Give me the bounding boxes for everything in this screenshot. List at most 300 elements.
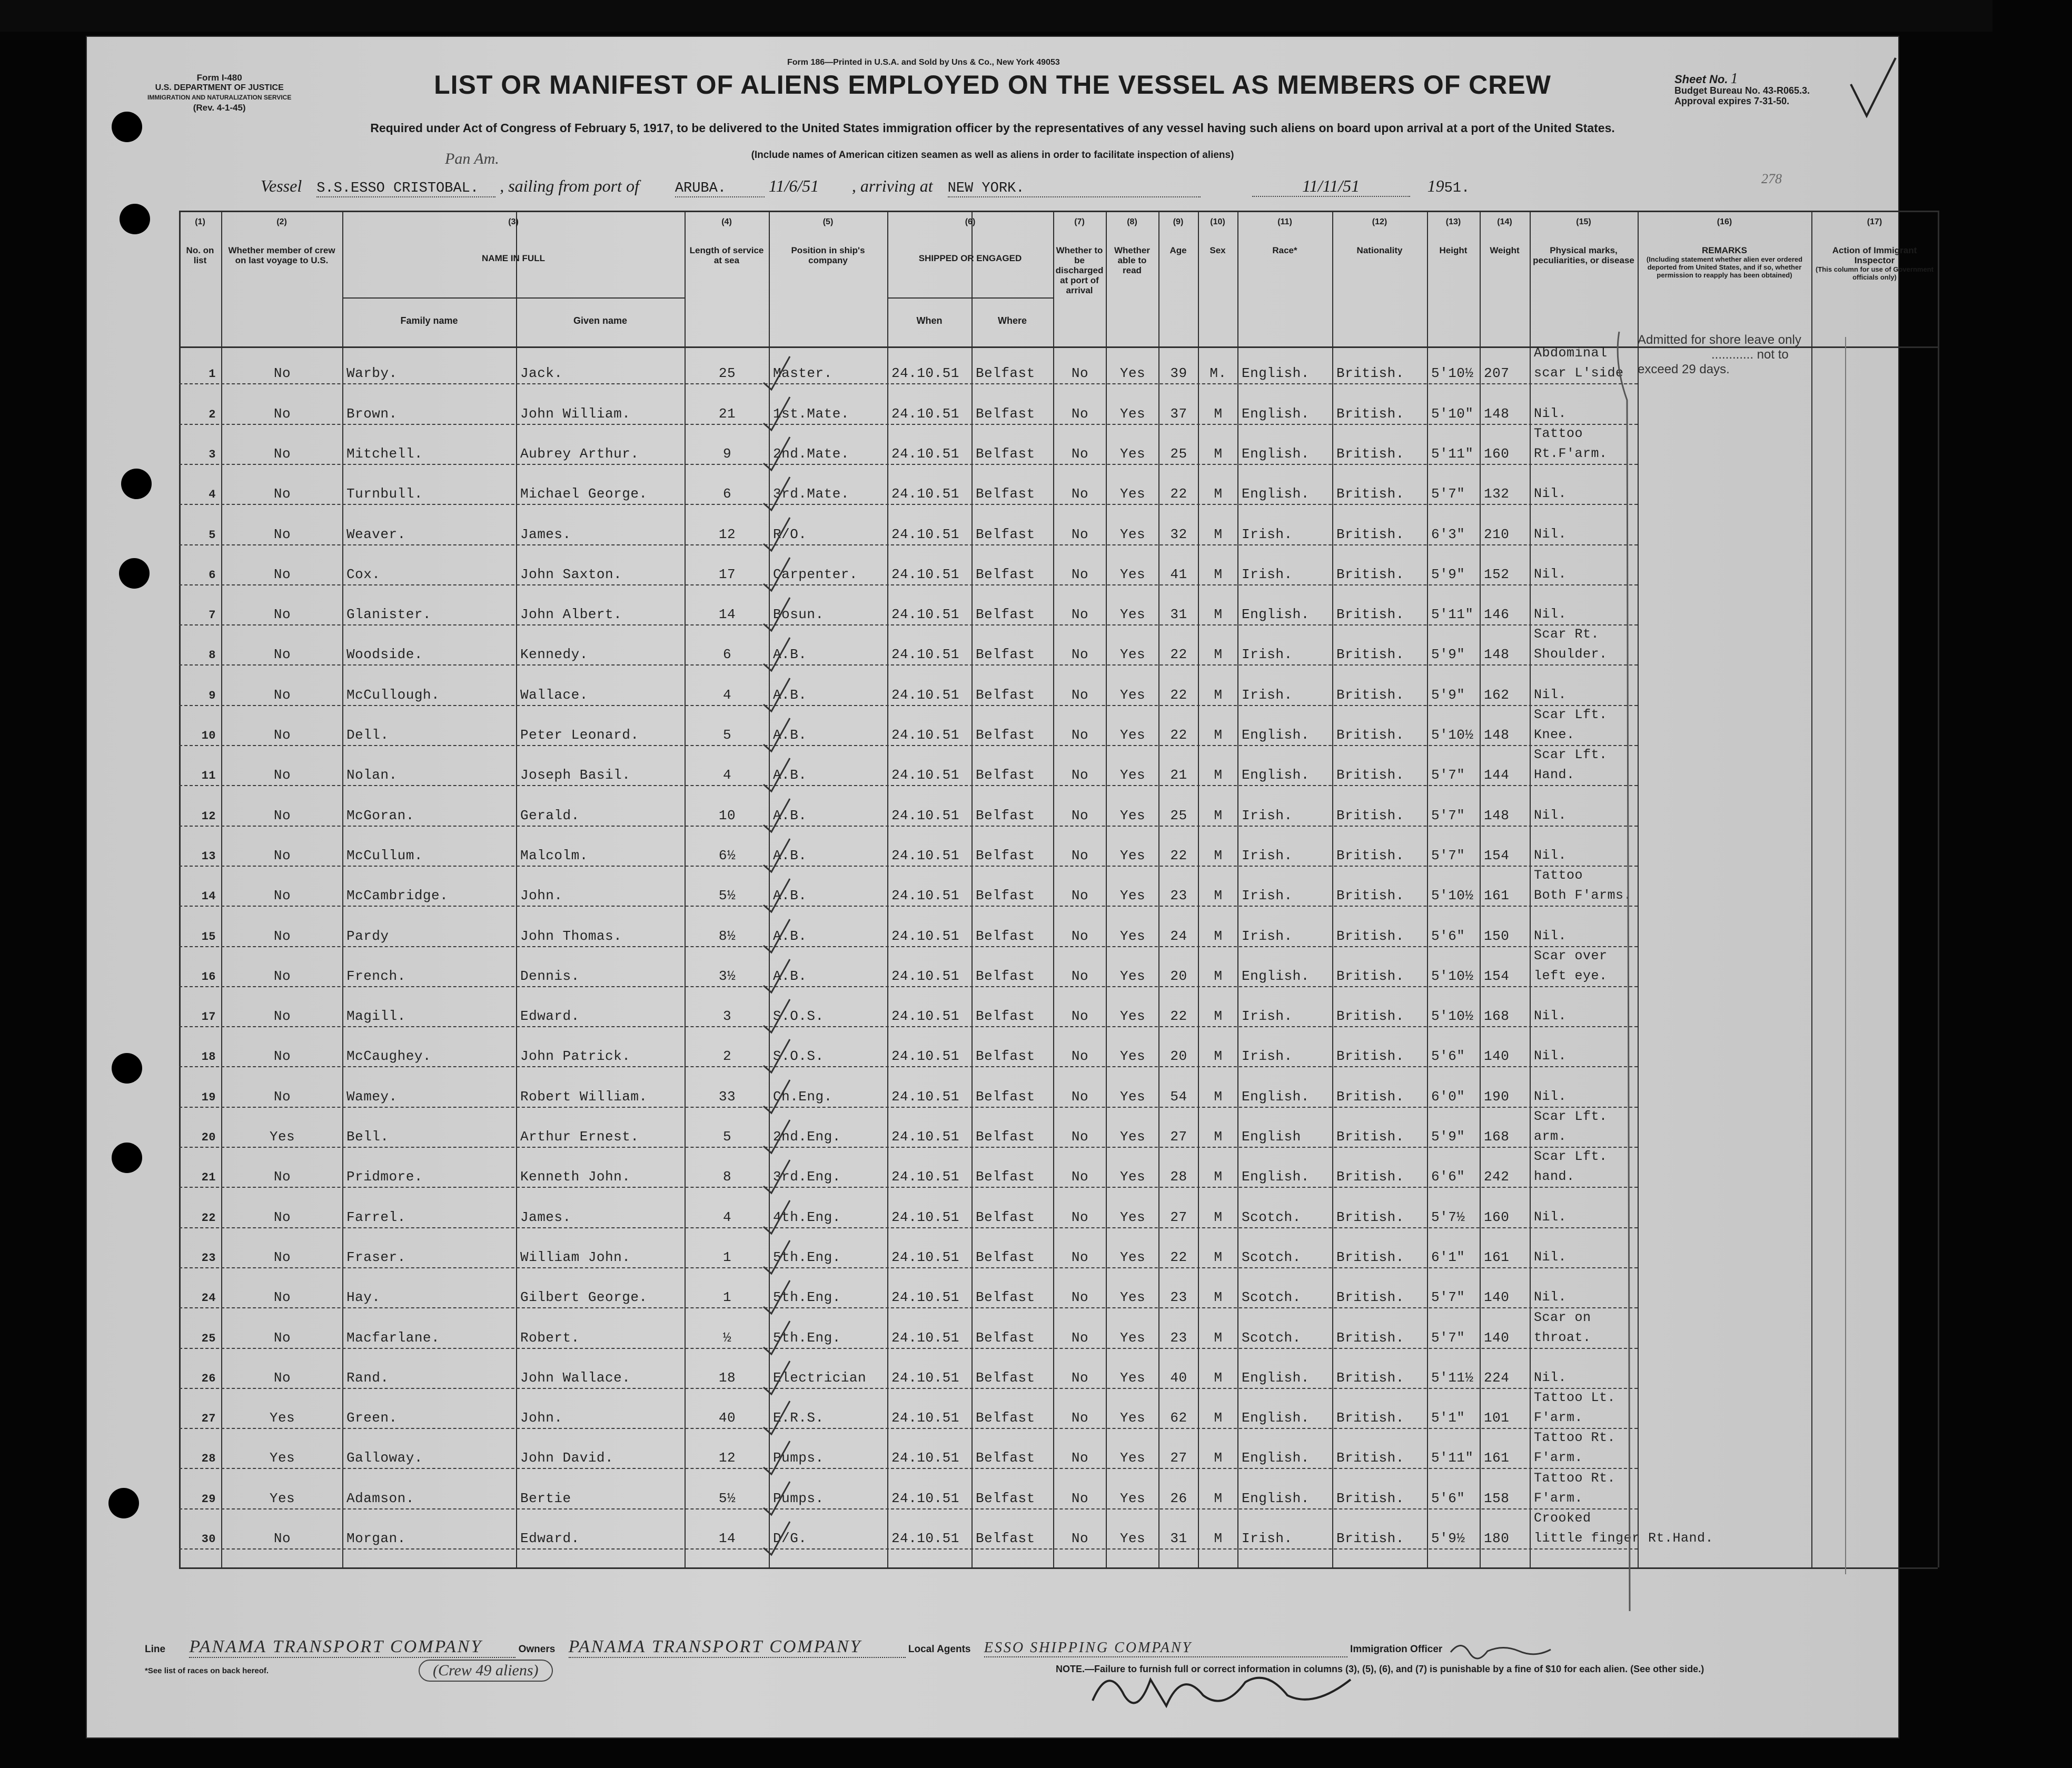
cell-age: 24 — [1170, 928, 1187, 944]
cell-position: Carpenter. — [773, 566, 858, 582]
cell-physical-marks: Hand. — [1534, 767, 1575, 783]
cell-sex: M — [1214, 1129, 1223, 1145]
cell-family: Nolan. — [346, 767, 398, 783]
cell-weight: 161 — [1484, 888, 1510, 904]
cell-service: 14 — [718, 1531, 736, 1546]
cell-prev: No — [273, 365, 291, 382]
cell-when: 24.10.51 — [891, 687, 959, 703]
cell-given: John David. — [520, 1450, 614, 1466]
cell-position: 3rd.Eng. — [773, 1169, 841, 1185]
cell-weight: 148 — [1484, 405, 1510, 422]
cell-physical-marks: Scar on — [1534, 1309, 1591, 1325]
cell-service: 33 — [718, 1088, 736, 1105]
cell-age: 20 — [1170, 1048, 1187, 1065]
row-number: 4 — [209, 488, 216, 502]
cell-when: 24.10.51 — [891, 1008, 959, 1025]
cell-where: Belfast — [976, 928, 1035, 944]
cell-nat: British. — [1336, 1329, 1404, 1346]
cell-sex: M — [1214, 486, 1223, 502]
column-header-c15 — [1532, 217, 1635, 265]
cell-sex: M — [1214, 647, 1223, 663]
row-rule — [179, 1107, 1638, 1108]
cell-race: English. — [1242, 1410, 1310, 1426]
column-divider — [342, 211, 343, 1567]
cell-where: Belfast — [976, 365, 1035, 382]
row-rule — [179, 424, 1638, 425]
cell-height: 5'1" — [1431, 1410, 1465, 1426]
cell-physical-marks: little finger Rt.Hand. — [1534, 1531, 1714, 1546]
crew-count-note: (Crew 49 aliens) — [419, 1660, 553, 1682]
cell-race: Scotch. — [1242, 1329, 1301, 1346]
cell-disch: No — [1071, 566, 1089, 582]
cell-sex: M — [1214, 807, 1223, 823]
cell-nat: British. — [1336, 1450, 1404, 1466]
cell-sex: M — [1214, 1169, 1223, 1185]
cell-read: Yes — [1119, 1410, 1146, 1426]
cell-height: 5'11" — [1431, 445, 1474, 462]
tick-mark-icon — [761, 1438, 792, 1467]
cell-age: 25 — [1170, 807, 1187, 823]
officer-signature-icon — [1445, 1636, 1561, 1663]
cell-physical-marks: Shoulder. — [1534, 647, 1608, 662]
column-label: Physical marks, peculiarities, or disease — [1533, 245, 1634, 265]
tick-mark-icon — [761, 1157, 792, 1186]
cell-physical-marks: Nil. — [1534, 1088, 1567, 1104]
cell-race: Irish. — [1242, 687, 1293, 703]
cell-prev: Yes — [269, 1490, 295, 1506]
cell-height: 6'6" — [1431, 1169, 1465, 1185]
column-header-c1 — [181, 217, 219, 265]
cell-race: Irish. — [1242, 1008, 1293, 1025]
cell-given: John Saxton. — [520, 566, 622, 582]
row-rule — [179, 544, 1638, 546]
column-sublabel: (This column for use of Government officials only) — [1816, 265, 1934, 281]
cell-read: Yes — [1119, 566, 1146, 582]
cell-weight: 148 — [1484, 647, 1510, 663]
cell-where: Belfast — [976, 807, 1035, 823]
tick-mark-icon — [761, 917, 792, 946]
cell-sex: M — [1214, 1209, 1223, 1225]
cell-race: Scotch. — [1242, 1249, 1301, 1265]
officer-label: Immigration Officer — [1350, 1644, 1443, 1655]
cell-read: Yes — [1119, 526, 1146, 542]
column-sublabel: (Including statement whether alien ever ordered deported from United States, and if so, whether permission to reapply has been obtained) — [1646, 255, 1803, 279]
tick-mark-icon — [761, 354, 792, 383]
cell-physical-marks: F'arm. — [1534, 1490, 1583, 1506]
cell-weight: 168 — [1484, 1129, 1510, 1145]
cell-prev: Yes — [269, 1129, 295, 1145]
cell-physical-marks: Scar over — [1534, 948, 1608, 964]
row-rule — [179, 1428, 1638, 1429]
cell-read: Yes — [1119, 1490, 1146, 1506]
cell-position: 4th.Eng. — [773, 1209, 841, 1225]
cell-race: Irish. — [1242, 807, 1293, 823]
cell-race: English — [1242, 1129, 1301, 1145]
cell-when: 24.10.51 — [891, 1088, 959, 1105]
cell-when: 24.10.51 — [891, 1048, 959, 1065]
cell-age: 22 — [1170, 1008, 1187, 1025]
row-rule — [179, 785, 1638, 787]
row-number: 6 — [209, 568, 216, 582]
column-divider — [1480, 211, 1481, 1567]
row-number: 2 — [209, 408, 216, 421]
column-number: (10) — [1210, 217, 1225, 226]
cell-family: Galloway. — [346, 1450, 423, 1466]
cell-when: 24.10.51 — [891, 1249, 959, 1265]
cell-nat: British. — [1336, 1369, 1404, 1386]
cell-read: Yes — [1119, 365, 1146, 382]
row-rule — [179, 826, 1638, 827]
line-value: PANAMA TRANSPORT COMPANY — [189, 1637, 515, 1658]
row-number: 9 — [209, 689, 216, 702]
cell-when: 24.10.51 — [891, 445, 959, 462]
agents-label: Local Agents — [908, 1644, 971, 1655]
cell-given: John Wallace. — [520, 1369, 631, 1386]
cell-disch: No — [1071, 1008, 1089, 1025]
cell-physical-marks: Nil. — [1534, 687, 1567, 702]
sheet-label: Sheet No. — [1674, 73, 1728, 86]
row-rule — [179, 1227, 1638, 1229]
tick-mark-icon — [761, 635, 792, 664]
cell-physical-marks: left eye. — [1534, 968, 1608, 984]
cell-family: Farrel. — [346, 1209, 406, 1225]
cell-physical-marks: arm. — [1534, 1129, 1567, 1144]
row-rule — [179, 584, 1638, 586]
vessel-line — [261, 176, 1470, 197]
row-number: 15 — [201, 930, 216, 943]
cell-height: 5'9½ — [1431, 1531, 1465, 1546]
cell-prev: Yes — [269, 1410, 295, 1426]
punch-hole — [112, 112, 142, 142]
cell-physical-marks: Scar Rt. — [1534, 627, 1600, 642]
cell-service: 17 — [718, 566, 736, 582]
row-rule — [179, 705, 1638, 707]
tick-mark-icon — [761, 1077, 792, 1106]
cell-weight: 148 — [1484, 727, 1510, 743]
cell-read: Yes — [1119, 445, 1146, 462]
cell-read: Yes — [1119, 1450, 1146, 1466]
cell-when: 24.10.51 — [891, 1129, 959, 1145]
cell-given: Robert William. — [520, 1088, 648, 1105]
cell-disch: No — [1071, 687, 1089, 703]
cell-age: 32 — [1170, 526, 1187, 542]
cell-family: McCambridge. — [346, 888, 449, 904]
cell-sex: M — [1214, 727, 1223, 743]
remarks-note-line1: Admitted for shore leave only — [1638, 333, 1801, 347]
cell-position: Ch.Eng. — [773, 1088, 832, 1105]
cell-race: Irish. — [1242, 928, 1293, 944]
checkmark-icon — [1846, 53, 1898, 126]
column-label: REMARKS — [1702, 245, 1747, 255]
cell-family: Woodside. — [346, 647, 423, 663]
cell-height: 5'7" — [1431, 486, 1465, 502]
column-number: (3) — [508, 217, 519, 226]
cell-sex: M — [1214, 1329, 1223, 1346]
cell-given: Peter Leonard. — [520, 727, 639, 743]
cell-sex: M — [1214, 1490, 1223, 1506]
cell-given: John. — [520, 888, 563, 904]
cell-nat: British. — [1336, 607, 1404, 623]
cell-disch: No — [1071, 968, 1089, 984]
cell-given: John Albert. — [520, 607, 622, 623]
cell-when: 24.10.51 — [891, 647, 959, 663]
column-label: Nationality — [1356, 245, 1403, 255]
cell-race: Irish. — [1242, 566, 1293, 582]
cell-family: Pridmore. — [346, 1169, 423, 1185]
cell-prev: No — [273, 1209, 291, 1225]
tick-mark-icon — [761, 1398, 792, 1427]
cell-race: English. — [1242, 1169, 1310, 1185]
cell-position: S.O.S. — [773, 1048, 824, 1065]
cell-position: S.O.S. — [773, 1008, 824, 1025]
cell-family: French. — [346, 968, 406, 984]
cell-when: 24.10.51 — [891, 566, 959, 582]
cell-height: 6'3" — [1431, 526, 1465, 542]
cell-age: 23 — [1170, 1329, 1187, 1346]
row-rule — [179, 504, 1638, 505]
column-label: SHIPPED OR ENGAGED — [918, 253, 1022, 263]
cell-position: 1st.Mate. — [773, 405, 849, 422]
cell-where: Belfast — [976, 1289, 1035, 1306]
cell-prev: No — [273, 1531, 291, 1546]
cell-position: 5th.Eng. — [773, 1249, 841, 1265]
cell-height: 5'10½ — [1431, 365, 1474, 382]
cell-race: English. — [1242, 1369, 1310, 1386]
cell-physical-marks: Scar Lft. — [1534, 1149, 1608, 1165]
cell-weight: 148 — [1484, 807, 1510, 823]
cell-disch: No — [1071, 1249, 1089, 1265]
row-rule — [179, 1388, 1638, 1389]
cell-disch: No — [1071, 767, 1089, 783]
cell-when: 24.10.51 — [891, 1531, 959, 1546]
cell-physical-marks: Scar Lft. — [1534, 1109, 1608, 1124]
cell-position: 5th.Eng. — [773, 1289, 841, 1306]
cell-height: 5'9" — [1431, 687, 1465, 703]
tick-mark-icon — [761, 595, 792, 624]
row-number: 7 — [209, 609, 216, 622]
cell-service: 5½ — [718, 1490, 736, 1506]
cell-service: 40 — [718, 1410, 736, 1426]
cell-when: 24.10.51 — [891, 727, 959, 743]
cell-read: Yes — [1119, 486, 1146, 502]
cell-position: A.B. — [773, 807, 807, 823]
cell-prev: No — [273, 847, 291, 863]
row-number: 23 — [201, 1251, 216, 1265]
cell-read: Yes — [1119, 647, 1146, 663]
row-rule — [179, 1187, 1638, 1188]
cell-when: 24.10.51 — [891, 526, 959, 542]
column-label: Age — [1169, 245, 1187, 255]
cell-age: 22 — [1170, 486, 1187, 502]
cell-sex: M — [1214, 1008, 1223, 1025]
cell-physical-marks: Nil. — [1534, 1369, 1567, 1385]
sailing-label: , sailing from port of — [500, 176, 639, 195]
cell-given: John Thomas. — [520, 928, 622, 944]
tick-mark-icon — [761, 515, 792, 544]
cell-disch: No — [1071, 1209, 1089, 1225]
column-subheader: Given name — [573, 315, 628, 326]
cell-family: Warby. — [346, 365, 398, 382]
cell-prev: No — [273, 928, 291, 944]
agents-value: ESSO SHIPPING COMPANY — [984, 1640, 1347, 1657]
cell-race: Irish. — [1242, 888, 1293, 904]
column-header-c10 — [1200, 217, 1235, 255]
cell-disch: No — [1071, 727, 1089, 743]
cell-where: Belfast — [976, 1129, 1035, 1145]
cell-physical-marks: Scar Lft. — [1534, 707, 1608, 722]
tick-mark-icon — [761, 836, 792, 865]
cell-disch: No — [1071, 807, 1089, 823]
column-divider — [1332, 211, 1333, 1567]
row-number: 14 — [201, 890, 216, 903]
cell-family: Adamson. — [346, 1490, 414, 1506]
arrival-date: 11/11/51 — [1252, 176, 1410, 197]
cell-read: Yes — [1119, 1169, 1146, 1185]
cell-read: Yes — [1119, 1329, 1146, 1346]
cell-given: Bertie — [520, 1490, 571, 1506]
cell-given: John William. — [520, 405, 631, 422]
cell-height: 5'7" — [1431, 767, 1465, 783]
tick-mark-icon — [761, 876, 792, 905]
owners-label: Owners — [518, 1644, 556, 1655]
cell-nat: British. — [1336, 807, 1404, 823]
cell-race: English. — [1242, 968, 1310, 984]
printer-note: Form 186—Printed in U.S.A. and Sold by Uns & Co., New York 49053 — [787, 58, 1060, 67]
arriving-label: , arriving at — [851, 176, 933, 195]
cell-prev: No — [273, 566, 291, 582]
cell-physical-marks: Tattoo — [1534, 868, 1583, 883]
cell-disch: No — [1071, 607, 1089, 623]
punch-hole — [121, 469, 152, 499]
cell-height: 5'10½ — [1431, 1008, 1474, 1025]
cell-service: 9 — [722, 445, 732, 462]
subheader-rule — [342, 297, 685, 299]
column-header-c5 — [771, 217, 885, 265]
cell-read: Yes — [1119, 1129, 1146, 1145]
handwritten-margin-note: Pan Am. — [445, 150, 499, 167]
column-header-c8 — [1108, 217, 1156, 275]
cell-read: Yes — [1119, 767, 1146, 783]
cell-sex: M — [1214, 607, 1223, 623]
cell-nat: British. — [1336, 365, 1404, 382]
cell-service: 8 — [722, 1169, 732, 1185]
cell-prev: No — [273, 1088, 291, 1105]
row-rule — [179, 1468, 1638, 1469]
cell-read: Yes — [1119, 1289, 1146, 1306]
row-rule — [179, 986, 1638, 988]
cell-weight: 161 — [1484, 1249, 1510, 1265]
cell-read: Yes — [1119, 1249, 1146, 1265]
cell-where: Belfast — [976, 607, 1035, 623]
column-label: Whether to be discharged at port of arrival — [1055, 245, 1104, 295]
cell-race: Irish. — [1242, 526, 1293, 542]
row-rule — [179, 1307, 1638, 1309]
punch-hole — [112, 1143, 142, 1173]
cell-given: Kenneth John. — [520, 1169, 631, 1185]
cell-when: 24.10.51 — [891, 486, 959, 502]
cell-physical-marks: Nil. — [1534, 847, 1567, 863]
column-header-c6 — [889, 217, 1051, 263]
column-number: (12) — [1372, 217, 1387, 226]
cell-height: 5'10½ — [1431, 968, 1474, 984]
cell-weight: 140 — [1484, 1048, 1510, 1065]
cell-service: 6 — [722, 486, 732, 502]
cell-family: Bell. — [346, 1129, 389, 1145]
cell-where: Belfast — [976, 968, 1035, 984]
requirement-statement: Required under Act of Congress of February 5, 1917, to be delivered to the United States immigration officer by the representatives of any vessel having such aliens on board upon arrival at a port of the United States. — [370, 121, 1615, 135]
cell-age: 27 — [1170, 1450, 1187, 1466]
cell-physical-marks: Nil. — [1534, 807, 1567, 823]
cell-nat: British. — [1336, 687, 1404, 703]
cell-physical-marks: Abdominal — [1534, 345, 1608, 361]
cell-where: Belfast — [976, 847, 1035, 863]
cell-sex: M — [1214, 687, 1223, 703]
column-divider — [1198, 211, 1199, 1567]
cell-family: McCullum. — [346, 847, 423, 863]
cell-family: Turnbull. — [346, 486, 423, 502]
cell-age: 26 — [1170, 1490, 1187, 1506]
cell-given: Edward. — [520, 1008, 580, 1025]
cell-disch: No — [1071, 1289, 1089, 1306]
cell-nat: British. — [1336, 405, 1404, 422]
row-number: 22 — [201, 1211, 216, 1225]
cell-physical-marks: Knee. — [1534, 727, 1575, 742]
cell-where: Belfast — [976, 1249, 1035, 1265]
cell-height: 6'1" — [1431, 1249, 1465, 1265]
column-number: (11) — [1277, 217, 1292, 226]
cell-family: McCullough. — [346, 687, 440, 703]
tick-mark-icon — [761, 1318, 792, 1347]
cell-where: Belfast — [976, 1490, 1035, 1506]
budget-bureau-number: Budget Bureau No. 43-R065.3. — [1674, 85, 1810, 96]
column-divider — [516, 211, 517, 1567]
cell-height: 5'7" — [1431, 1289, 1465, 1306]
row-rule — [179, 383, 1638, 385]
cell-disch: No — [1071, 1048, 1089, 1065]
row-number: 17 — [201, 1010, 216, 1024]
cell-weight: 210 — [1484, 526, 1510, 542]
cell-position: 5th.Eng. — [773, 1329, 841, 1346]
row-rule — [179, 1348, 1638, 1349]
punch-hole — [119, 558, 150, 589]
cell-where: Belfast — [976, 727, 1035, 743]
cell-race: English. — [1242, 1450, 1310, 1466]
row-number: 30 — [201, 1533, 216, 1546]
cell-disch: No — [1071, 888, 1089, 904]
cell-prev: No — [273, 647, 291, 663]
column-number: (14) — [1497, 217, 1512, 226]
cell-position: D/G. — [773, 1531, 807, 1546]
cell-weight: 140 — [1484, 1329, 1510, 1346]
cell-disch: No — [1071, 1169, 1089, 1185]
cell-prev: No — [273, 1008, 291, 1025]
cell-given: Michael George. — [520, 486, 648, 502]
cell-service: 4 — [722, 767, 732, 783]
cell-race: English. — [1242, 607, 1310, 623]
cell-age: 40 — [1170, 1369, 1187, 1386]
cell-race: English. — [1242, 405, 1310, 422]
cell-where: Belfast — [976, 647, 1035, 663]
cell-age: 27 — [1170, 1129, 1187, 1145]
cell-service: 4 — [722, 687, 732, 703]
cell-race: English. — [1242, 767, 1310, 783]
cell-physical-marks: Nil. — [1534, 1289, 1567, 1305]
cell-age: 28 — [1170, 1169, 1187, 1185]
cell-weight: 152 — [1484, 566, 1510, 582]
column-header-c16 — [1640, 217, 1809, 279]
tick-mark-icon — [761, 1358, 792, 1387]
column-label: Weight — [1490, 245, 1520, 255]
